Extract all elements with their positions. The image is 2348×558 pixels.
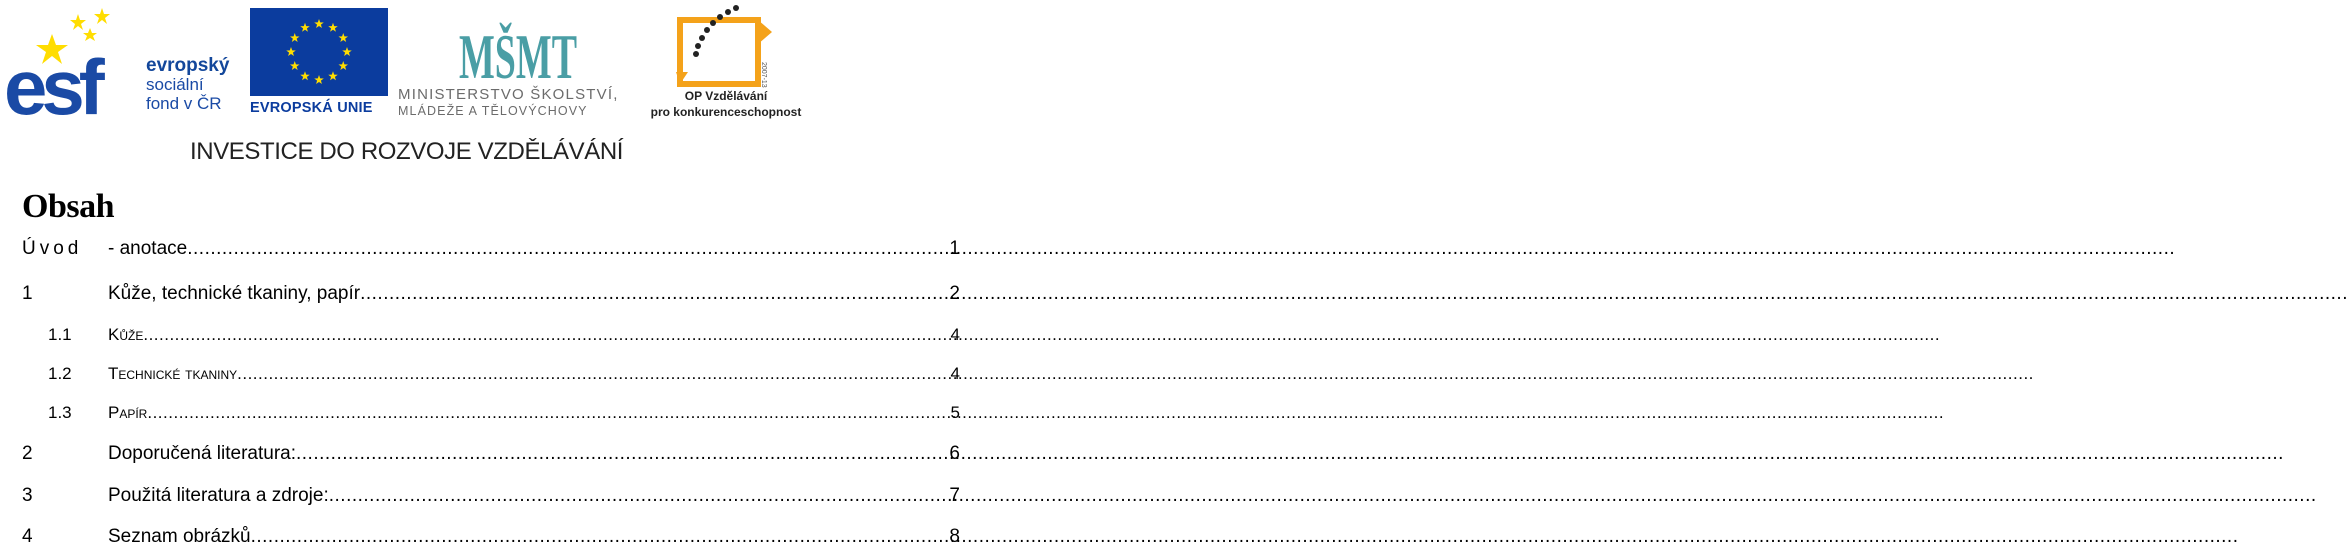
op-years: 2007-13 [760,62,767,88]
msmt-mark-icon [456,2,580,92]
msmt-line-2: MLÁDEŽE A TĚLOVÝCHOVY [398,104,588,118]
toc-leader-dots [360,283,947,305]
toc-leader-dots [237,364,948,384]
esf-text [146,56,229,113]
toc-entry-page: 5 [950,403,960,422]
eu-logo [250,8,390,122]
op-logo [646,2,806,120]
toc-entry-number: 3 [22,485,33,506]
msmt-logo [398,2,638,120]
toc-entry-number: 1.2 [48,364,72,383]
toc-entry-4[interactable] [22,526,960,558]
toc-entry-number: 2 [22,443,33,464]
toc-leader-dots [251,526,948,548]
toc-entry-page: 1 [949,238,960,259]
toc-entry-page: 6 [949,443,960,464]
esf-line-1: evropský [146,55,230,76]
toc-entry-uvod[interactable] [22,238,960,270]
toc-entry-title: Papír [108,403,148,422]
toc-entry-title: Kůže [108,325,144,344]
eu-flag-icon [250,8,388,96]
toc-entry-title: Doporučená literatura: [108,443,296,464]
toc-entry-page: 4 [950,364,960,383]
esf-line-2: sociální [146,75,204,94]
esf-mark-letters: esf [4,43,99,131]
op-line-2: pro konkurenceschopnost [650,105,802,119]
toc-entry-page: 4 [950,325,960,344]
toc-entry-1-2[interactable] [22,364,960,396]
toc-entry-number: 4 [22,526,33,547]
toc-entry-title: Technické tkaniny [108,364,238,383]
toc-title: Obsah [22,188,114,225]
op-line-1: OP Vzdělávání [684,89,768,103]
toc-entry-number: Úvod [22,238,83,259]
toc-entry-number: 1.3 [48,403,72,422]
toc-entry-page: 8 [949,526,960,547]
toc-entry-2[interactable] [22,443,960,475]
toc-entry-1-1[interactable] [22,325,960,357]
esf-mark-icon [4,6,142,131]
toc-entry-title: - anotace [108,238,188,259]
banner-text: INVESTICE DO ROZVOJE VZDĚLÁVÁNÍ [190,138,624,165]
eu-label: EVROPSKÁ UNIE [250,100,373,116]
msmt-line-1: MINISTERSTVO ŠKOLSTVÍ, [398,86,619,103]
toc-leader-dots [143,325,948,345]
toc-entry-3[interactable] [22,485,960,517]
toc-entry-number: 1 [22,283,33,304]
toc-entry-1-3[interactable] [22,403,960,435]
toc-entry-page: 7 [949,485,960,506]
toc-entry-1[interactable] [22,283,960,315]
toc-entry-number: 1.1 [48,325,72,344]
esf-logo [4,6,240,131]
toc-leader-dots [147,403,948,423]
toc-entry-title: Použitá literatura a zdroje: [108,485,329,506]
toc-leader-dots [296,443,947,465]
esf-line-3: fond v ČR [146,94,222,113]
op-mark-icon [678,2,772,88]
toc-entry-page: 2 [949,283,960,304]
toc-leader-dots [187,238,947,260]
msmt-mark-letters: MŠMT [459,21,577,92]
toc-leader-dots [329,485,948,507]
toc-entry-title: Seznam obrázků [108,526,251,547]
toc-entry-title: Kůže, technické tkaniny, papír [108,283,361,304]
